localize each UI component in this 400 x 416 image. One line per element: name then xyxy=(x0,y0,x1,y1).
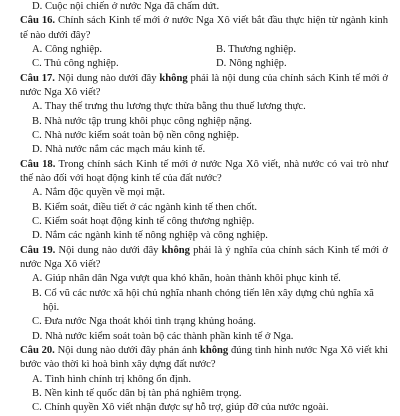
question-17-option-d: D. Nhà nước nắm các mạch máu kinh tế. xyxy=(32,144,206,156)
question-19-option-b-text: B. Cổ vũ các nước xã hội chủ nghĩa nhanh chóng tiến lên xây dựng chủ nghĩa xã hội. xyxy=(32,287,374,313)
question-17-stem xyxy=(20,72,388,101)
question-20-label: Câu 20. xyxy=(20,345,55,357)
question-18-label: Câu 18. xyxy=(20,158,56,170)
question-20 xyxy=(20,344,388,415)
question-19-option-c: C. Đưa nước Nga thoát khỏi tình trạng khủng hoảng. xyxy=(32,316,256,328)
question-18-text: Trong chính sách Kinh tế mới ở nước Nga Xô viết, nhà nước có vai trò như thế nào đối với hoạt động kinh tế của đất nước? xyxy=(20,158,388,185)
question-18-stem xyxy=(20,158,388,187)
question-20-text-before: Nội dung nào dưới đây phản ánh xyxy=(57,345,200,357)
question-16-stem xyxy=(20,14,388,43)
question-20-text-after: đúng tình hình nước Nga Xô viết khi bước vào thời kì hoà bình xây dựng đất nước? xyxy=(20,345,388,371)
question-17-label: Câu 17. xyxy=(20,72,55,84)
question-18-option-c: C. Kiểm soát hoạt động kinh tế công thương nghiệp. xyxy=(32,216,255,228)
question-18-option-d: D. Nắm các ngành kinh tế nông nghiệp và công nghiệp. xyxy=(32,230,268,242)
question-19-option-a: A. Giúp nhân dân Nga vượt qua khó khăn, hoàn thành khôi phục kinh tế. xyxy=(32,273,341,285)
question-20-option-c: C. Chính quyền Xô viết nhận được sự hỗ trợ, giúp đỡ của nước ngoài. xyxy=(32,402,329,414)
question-18-option-a: A. Nắm độc quyền về mọi mặt. xyxy=(32,187,165,199)
question-18-option-b: B. Kiểm soát, điều tiết ở các ngành kinh tế then chốt. xyxy=(32,201,258,213)
question-17 xyxy=(20,72,388,158)
question-18 xyxy=(20,158,388,244)
question-20-option-a: A. Tình hình chính trị không ổn định. xyxy=(32,373,191,385)
question-16-option-b: B. Thương nghiệp. xyxy=(216,44,297,56)
question-19-label: Câu 19. xyxy=(20,244,56,256)
question-16-text: Chính sách Kinh tế mới ở nước Nga Xô viết bắt đầu thực hiện từ ngành kinh tế nào dưới đây? xyxy=(20,15,388,41)
question-16-option-c: C. Thủ công nghiệp. xyxy=(32,58,119,70)
question-20-option-b: B. Nền kinh tế quốc dân bị tàn phá nghiêm trọng. xyxy=(32,387,242,399)
question-17-text-before: Nội dung nào dưới đây xyxy=(57,72,160,84)
question-19-option-d: D. Nhà nước kiểm soát toàn bộ các thành phần kinh tế ở Nga. xyxy=(32,330,294,342)
question-19-option-b xyxy=(20,287,388,316)
question-19-text-after: phải là ý nghĩa của chính sách Kinh tế mới ở nước Nga Xô viết? xyxy=(20,244,388,271)
question-19-text-before: Nội dung nào dưới đây xyxy=(58,244,162,256)
question-16-label: Câu 16. xyxy=(20,15,56,27)
question-20-emphasis: không xyxy=(199,345,229,357)
question-16-option-a: A. Công nghiệp. xyxy=(32,44,103,56)
question-16-option-d: D. Nông nghiệp. xyxy=(216,58,287,70)
question-17-option-c: C. Nhà nước kiểm soát toàn bộ nền công nghiệp. xyxy=(32,130,239,142)
question-16 xyxy=(20,14,388,71)
question-20-stem xyxy=(20,344,388,373)
question-16-options-row-2 xyxy=(20,57,388,71)
question-19 xyxy=(20,244,388,344)
question-17-option-a: A. Thay thế trưng thu lương thực thừa bằng thu thuế lương thực. xyxy=(32,101,306,113)
question-16-options-row-1 xyxy=(20,43,388,57)
question-17-text-after: phải là nội dung của chính sách Kinh tế mới ở nước Nga Xô viết? xyxy=(20,72,388,99)
prev-question-option-d: D. Cuộc nội chiến ở nước Nga đã chấm dứt. xyxy=(32,1,220,12)
question-19-emphasis: không xyxy=(161,244,190,256)
question-19-stem xyxy=(20,244,388,273)
question-17-emphasis: không xyxy=(159,72,188,84)
question-17-option-b: B. Nhà nước tập trung khôi phục công nghiệp nặng. xyxy=(32,115,252,127)
